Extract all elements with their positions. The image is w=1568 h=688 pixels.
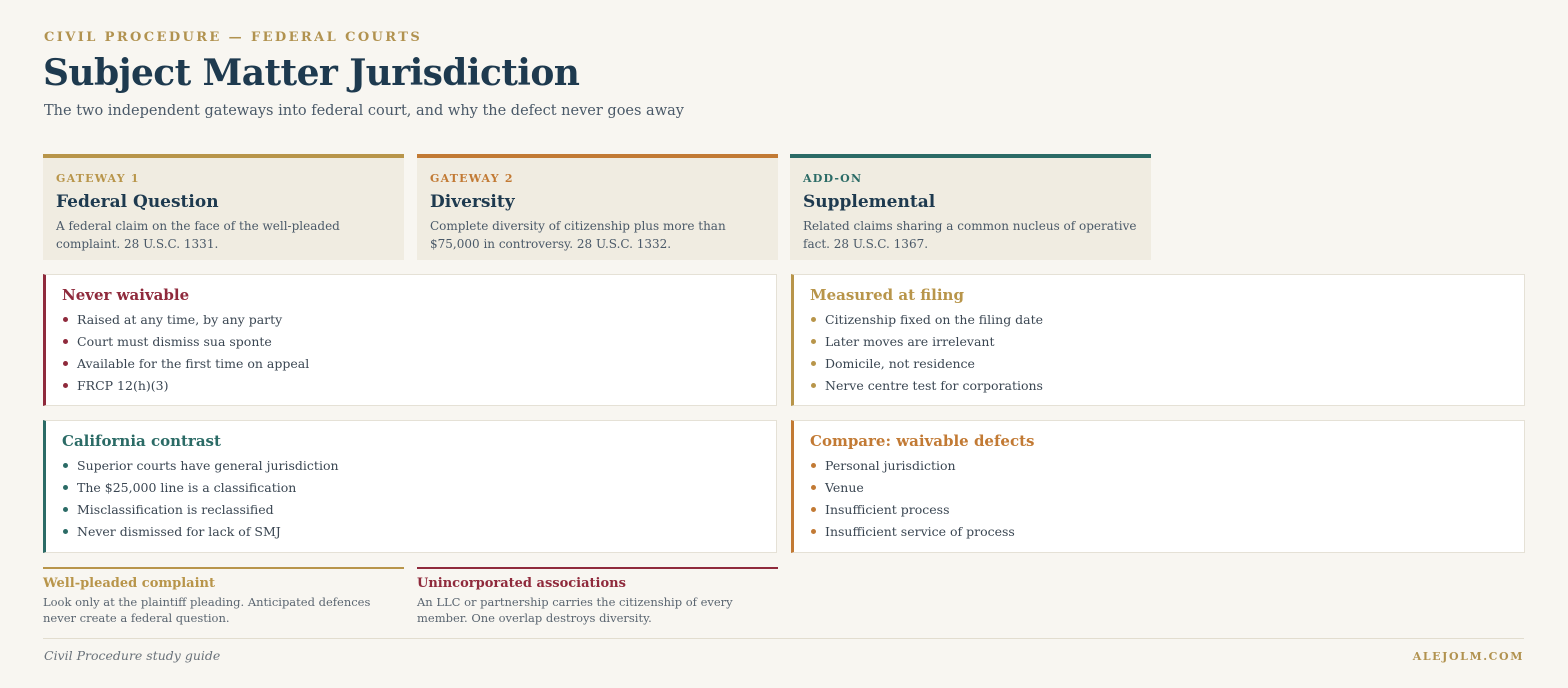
list-item xyxy=(62,521,761,543)
list-item-text: Superior courts have general jurisdiction xyxy=(77,458,339,473)
list-item xyxy=(62,309,761,331)
footer-caption: Civil Procedure study guide xyxy=(44,648,221,663)
footer-divider xyxy=(43,638,1524,639)
list-item xyxy=(62,375,761,397)
bullet-icon xyxy=(811,485,816,490)
panel-list xyxy=(62,309,761,397)
list-item xyxy=(810,309,1509,331)
list-item xyxy=(62,353,761,375)
gateway-description: A federal claim on the face of the well-pleaded complaint. 28 U.S.C. 1331. xyxy=(56,219,340,251)
page-title: Subject Matter Jurisdiction xyxy=(43,52,580,94)
list-item-text: Raised at any time, by any party xyxy=(77,312,283,327)
gateway-name: Federal Question xyxy=(56,192,219,212)
gateway-name: Supplemental xyxy=(803,192,936,212)
note-title: Well-pleaded complaint xyxy=(43,576,215,591)
bullet-icon xyxy=(811,317,816,322)
list-item-text: Personal jurisdiction xyxy=(825,458,956,473)
gateway-kicker: GATEWAY 2 xyxy=(430,172,514,185)
gateway-kicker: ADD-ON xyxy=(803,172,863,185)
bullet-icon xyxy=(811,507,816,512)
list-item-text: FRCP 12(h)(3) xyxy=(77,378,169,393)
bullet-icon xyxy=(63,463,68,468)
list-item-text: Available for the first time on appeal xyxy=(77,356,310,371)
gateway-description: Complete diversity of citizenship plus more than $75,000 in controversy. 28 U.S.C. 1332. xyxy=(430,219,726,251)
list-item xyxy=(62,331,761,353)
bullet-icon xyxy=(63,529,68,534)
list-item xyxy=(810,521,1509,543)
bullet-icon xyxy=(63,507,68,512)
gateway-card-supplemental xyxy=(790,154,1151,260)
list-item-text: Misclassification is reclassified xyxy=(77,502,274,517)
bullet-icon xyxy=(63,339,68,344)
bullet-icon xyxy=(811,463,816,468)
list-item-text: Venue xyxy=(825,480,864,495)
footer-site-link[interactable]: ALEJOLM.COM xyxy=(1412,650,1524,663)
panel-list xyxy=(810,309,1509,397)
gateway-kicker: GATEWAY 1 xyxy=(56,172,140,185)
panel-list xyxy=(62,455,761,543)
list-item xyxy=(810,331,1509,353)
bullet-icon xyxy=(63,485,68,490)
list-item xyxy=(62,499,761,521)
panel-measured-at-filing xyxy=(791,274,1525,406)
gateway-card-diversity xyxy=(417,154,778,260)
note-text: An LLC or partnership carries the citizenship of every member. One overlap destroys diversity. xyxy=(417,595,733,625)
list-item-text: Court must dismiss sua sponte xyxy=(77,334,272,349)
bullet-icon xyxy=(63,383,68,388)
panel-california-contrast xyxy=(43,420,777,553)
panel-never-waivable xyxy=(43,274,777,406)
list-item-text: Insufficient process xyxy=(825,502,950,517)
note-well-pleaded-complaint xyxy=(43,567,404,626)
page-subtitle: The two independent gateways into federal court, and why the defect never goes away xyxy=(44,103,684,119)
note-text: Look only at the plaintiff pleading. Anticipated defences never create a federal question. xyxy=(43,595,371,625)
gateway-name: Diversity xyxy=(430,192,515,212)
note-unincorporated-associations xyxy=(417,567,778,626)
list-item xyxy=(62,477,761,499)
list-item-text: Nerve centre test for corporations xyxy=(825,378,1043,393)
list-item-text: Citizenship fixed on the filing date xyxy=(825,312,1044,327)
gateway-card-federal-question xyxy=(43,154,404,260)
bullet-icon xyxy=(811,339,816,344)
bullet-icon xyxy=(811,361,816,366)
list-item-text: The $25,000 line is a classification xyxy=(77,480,297,495)
gateway-description: Related claims sharing a common nucleus of operative fact. 28 U.S.C. 1367. xyxy=(803,219,1137,251)
panel-title: Measured at filing xyxy=(810,286,964,304)
list-item xyxy=(810,499,1509,521)
bullet-icon xyxy=(811,383,816,388)
note-title: Unincorporated associations xyxy=(417,576,626,591)
list-item-text: Insufficient service of process xyxy=(825,524,1015,539)
panel-waivable-defects xyxy=(791,420,1525,553)
bullet-icon xyxy=(63,361,68,366)
list-item xyxy=(810,353,1509,375)
bullet-icon xyxy=(811,529,816,534)
list-item xyxy=(810,375,1509,397)
list-item-text: Never dismissed for lack of SMJ xyxy=(77,524,281,539)
list-item xyxy=(810,477,1509,499)
panel-title: Compare: waivable defects xyxy=(810,432,1035,450)
panel-title: California contrast xyxy=(62,432,221,450)
panel-title: Never waivable xyxy=(62,286,190,304)
list-item-text: Later moves are irrelevant xyxy=(825,334,995,349)
list-item-text: Domicile, not residence xyxy=(825,356,975,371)
panel-list xyxy=(810,455,1509,543)
list-item xyxy=(810,455,1509,477)
list-item xyxy=(62,455,761,477)
eyebrow: CIVIL PROCEDURE — FEDERAL COURTS xyxy=(44,30,423,45)
bullet-icon xyxy=(63,317,68,322)
